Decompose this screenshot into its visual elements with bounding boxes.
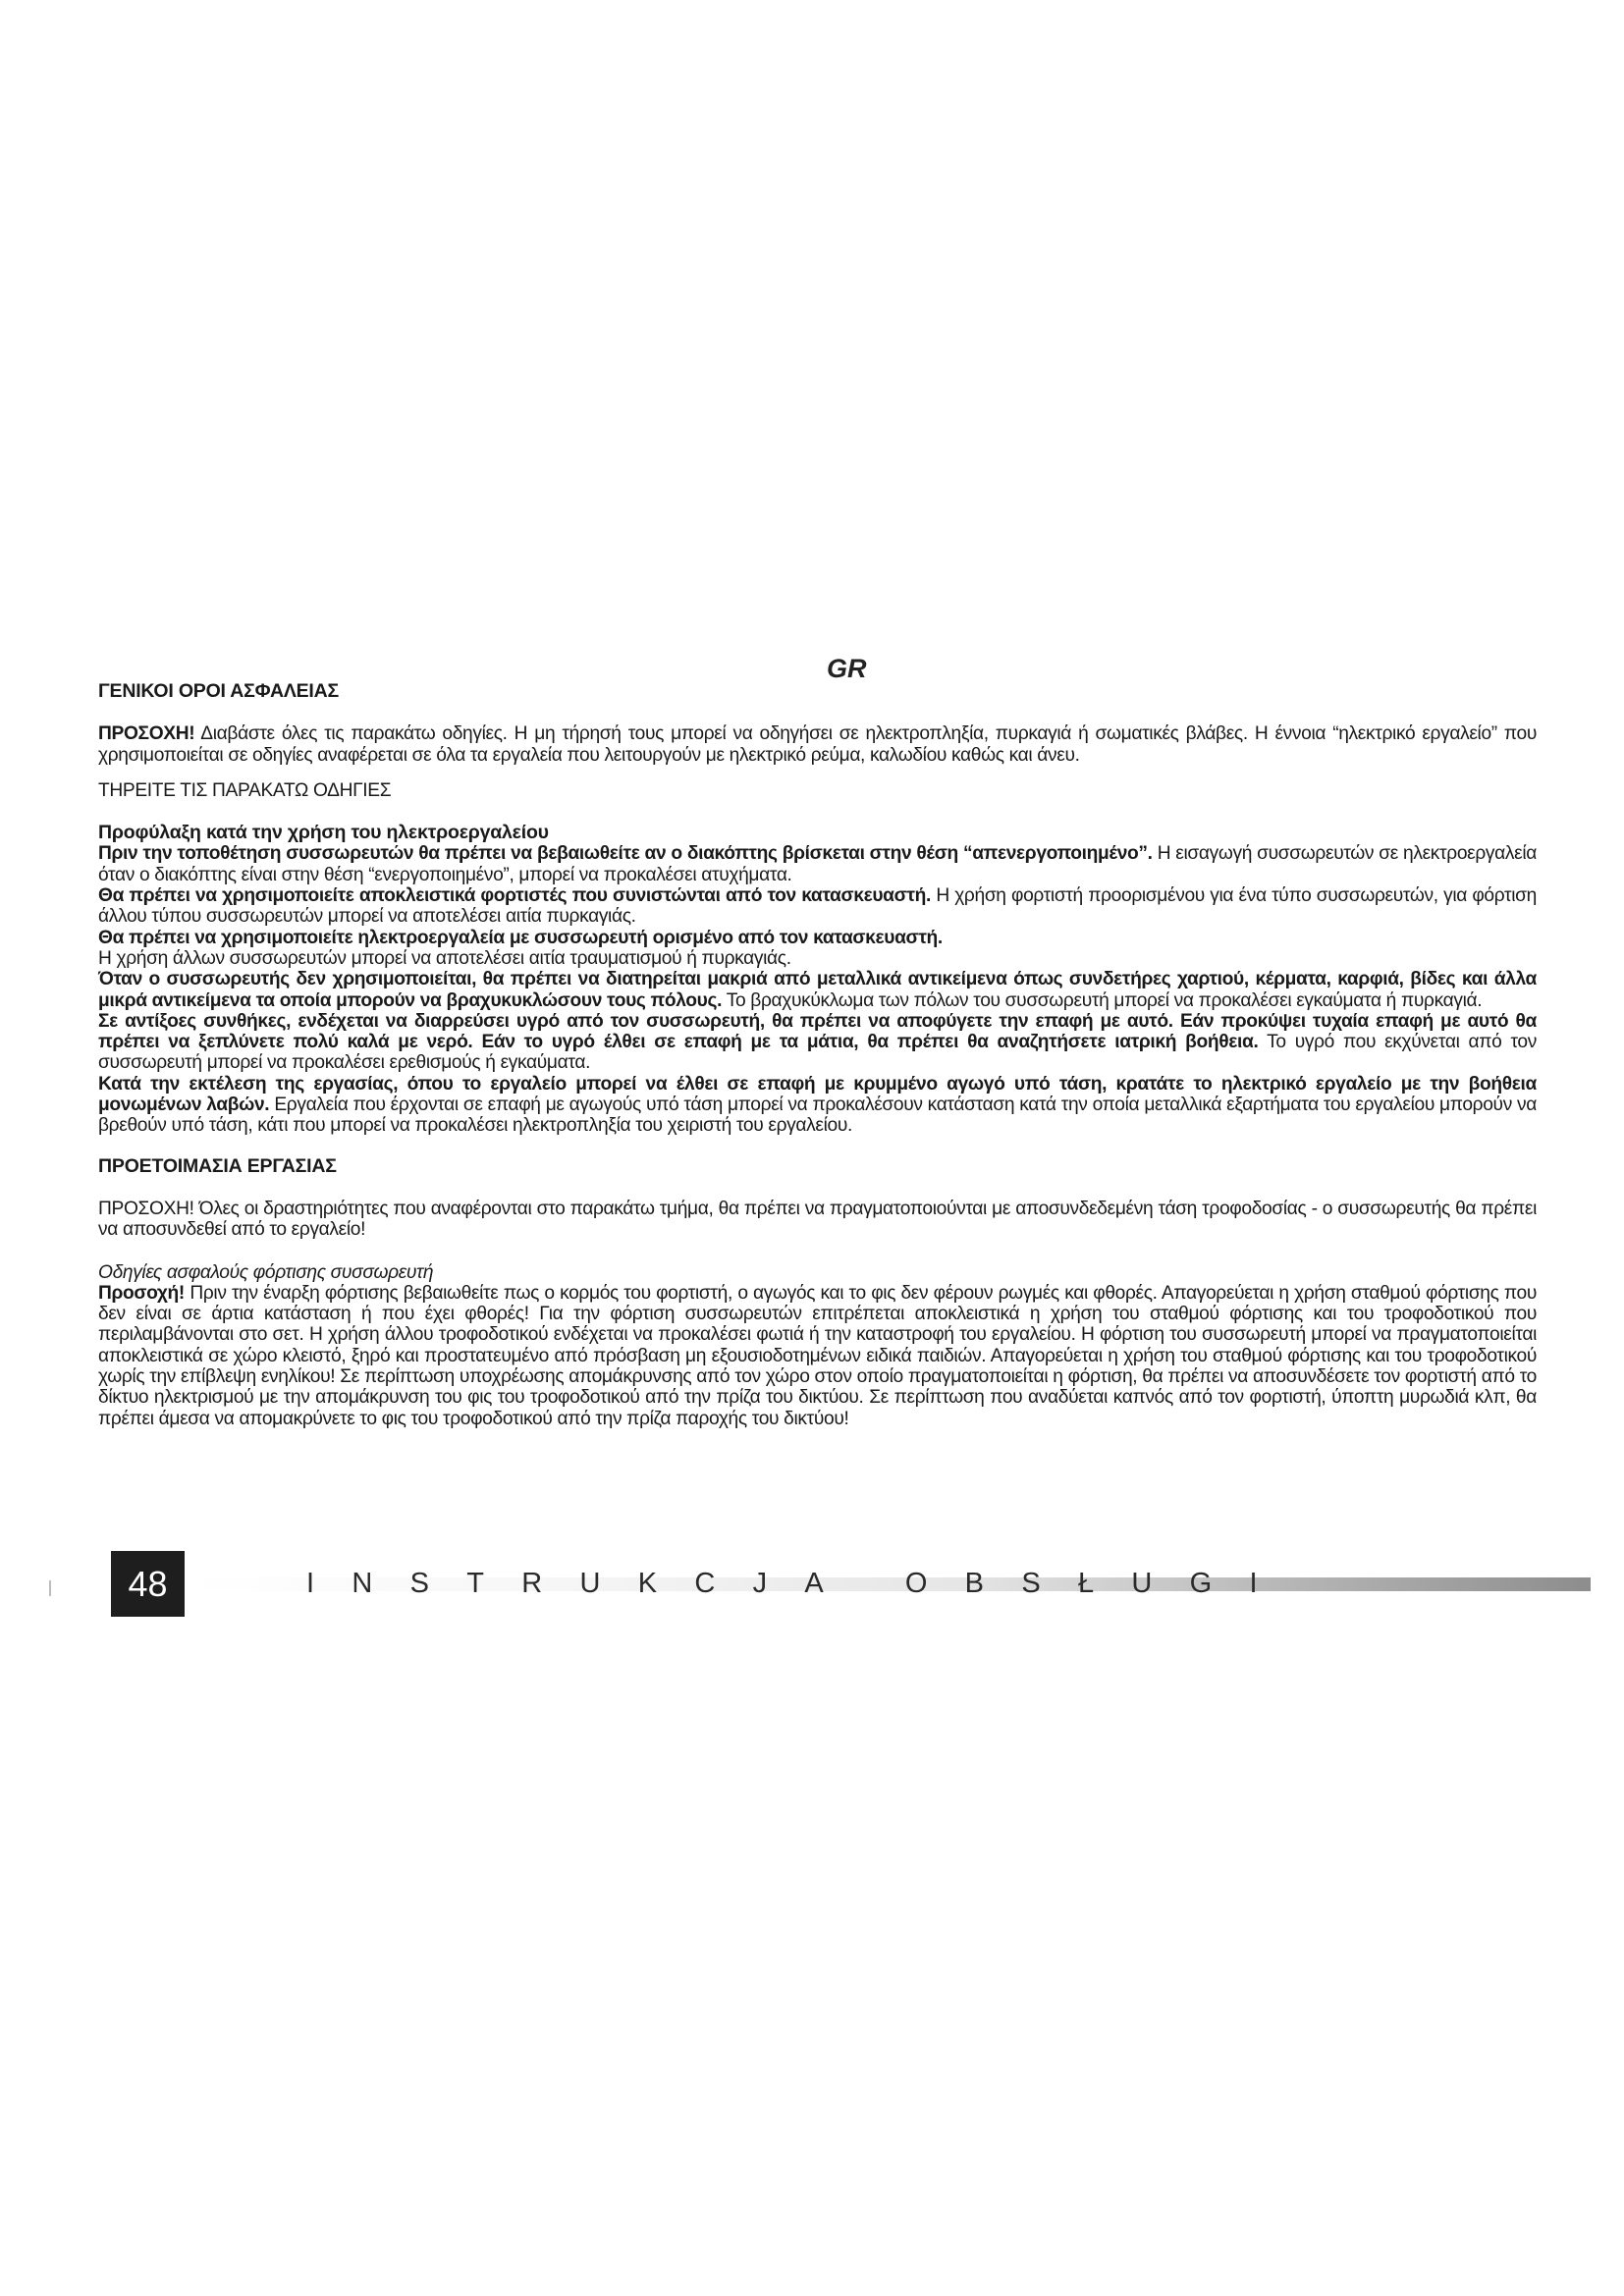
safety-content: [98, 681, 1537, 1429]
paragraph-metal-objects: [98, 969, 1537, 1011]
paragraph-designated-battery: [98, 928, 1537, 948]
paragraph-metal-objects-bold: Όταν ο συσσωρευτής δεν χρησιμοποιείται, θα πρέπει να διατηρείται μακριά από μεταλλικά αντικείμενα όπως συνδετήρες χαρτιού, κέρματα, καρφιά, βίδες και άλλα μικρά αντικείμενα τα οποία μπορούν να βραχυκυκλώσουν τους πόλους.: [98, 969, 1537, 1011]
paragraph-chargers-bold: Θα πρέπει να χρησιμοποιείτε αποκλειστικά φορτιστές που συνιστώνται από τον κατασκευαστή.: [98, 885, 931, 907]
intro-text: Διαβάστε όλες τις παρακάτω οδηγίες. Η μη τήρησή τους μπορεί να οδηγήσει σε ηλεκτροπληξία, πυρκαγιά ή σωματικές βλάβες. Η έννοια “ηλεκτρικό εργαλείο” που χρησιμοποιείται σε οδηγίες αναφέρεται σε όλα τα εργαλεία που λειτουργούν με ηλεκτρικό ρεύμα, καλωδίου καθώς και άνευ.: [98, 723, 1537, 766]
protection-heading: Προφύλαξη κατά την χρήση του ηλεκτροεργαλείου: [98, 822, 549, 844]
work-preparation-paragraph: ΠΡΟΣΟΧΗ! Όλες οι δραστηριότητες που αναφέρονται στο παρακάτω τμήμα, θα πρέπει να πραγματοποιούνται με αποσυνδεδεμένη τάση τροφοδοσίας - ο συσσωρευτής θα πρέπει να αποσυνδεθεί από το εργαλείο!: [98, 1198, 1537, 1241]
page-footer: [0, 1551, 1624, 1620]
paragraph-switch-off: [98, 843, 1537, 885]
manual-title: INSTRUKCJA OBSŁUGI: [306, 1568, 1295, 1599]
general-safety-heading: ΓΕΝΙΚΟΙ ΟΡΟΙ ΑΣΦΑΛΕΙΑΣ: [98, 680, 340, 702]
language-tag: GR: [827, 654, 867, 683]
paragraph-switch-off-bold: Πριν την τοποθέτηση συσσωρευτών θα πρέπει να βεβαιωθείτε αν ο διακόπτης βρίσκεται στην θέση “απενεργοποιημένο”.: [98, 843, 1153, 865]
paragraph-battery-liquid: [98, 1011, 1537, 1074]
charging-instructions-heading: Οδηγίες ασφαλούς φόρτισης συσσωρευτή: [98, 1261, 434, 1283]
paragraph-other-batteries: Η χρήση άλλων συσσωρευτών μπορεί να αποτελέσει αιτία τραυματισμού ή πυρκαγιάς.: [98, 947, 791, 969]
observe-instructions: ΤΗΡΕΙΤΕ ΤΙΣ ΠΑΡΑΚΑΤΩ ΟΔΗΓΙΕΣ: [98, 779, 392, 801]
charging-instructions-paragraph: [98, 1283, 1537, 1429]
paragraph-hidden-wiring-text: Εργαλεία που έρχονται σε επαφή με αγωγούς υπό τάση μπορεί να προκαλέσουν κατάσταση κατά την οποία μεταλλικά εξαρτήματα του εργαλείου μπορούν να βρεθούν υπό τάση, κάτι που μπορεί να προκαλέσει ηλεκτροπληξία του χειριστή του εργαλείου.: [98, 1095, 1538, 1137]
paragraph-metal-objects-text: Το βραχυκύκλωμα των πόλων του συσσωρευτή μπορεί να προκαλέσει εγκαύματα ή πυρκαγιά.: [722, 989, 1483, 1011]
paragraph-hidden-wiring: [98, 1074, 1537, 1137]
charging-instructions-text: Πριν την έναρξη φόρτισης βεβαιωθείτε πως ο κορμός του φορτιστή, ο αγωγός και το φις δεν φέρουν ρωγμές και φθορές. Απαγορεύεται η χρήση σταθμού φόρτισης που δεν είναι σε άρτια κατάσταση ή που έχει φθορές! Για την φόρτιση συσσωρευτών επιτρέπεται αποκλειστικά η χρήση του σταθμού φόρτισης και του τροφοδοτικού που περιλαμβάνονται στο σετ. Η χρήση άλλου τροφοδοτικού ενδέχεται να προκαλέσει φωτιά ή την καταστροφή του εργαλείου. Η φόρτιση του συσσωρευτή μπορεί να πραγματοποιείται αποκλειστικά σε χώρο κλειστό, ξηρό και προστατευμένο από πρόσβαση μη εξουσιοδοτημένων ειδικά παιδιών. Απαγορεύεται η χρήση του σταθμού φόρτισης και του τροφοδοτικού χωρίς την επίβλεψη ενηλίκου! Σε περίπτωση υποχρέωσης απομάκρυνσης από τον χώρο στον οποίο πραγματοποιείται η φόρτιση, θα πρέπει να αποσυνδέσετε τον φορτιστή από το δίκτυο ηλεκτρισμού με την απομάκρυνση του φις του τροφοδοτικού από την πρίζα του δικτύου. Σε περίπτωση που αναδύεται καπνός από τον φορτιστή, ύποπτη μυρωδιά κλπ, θα πρέπει άμεσα να απομακρύνετε το φις του τροφοδοτικού από την πρίζα παροχής του δικτύου!: [98, 1282, 1537, 1429]
paragraph-chargers-text: Η χρήση φορτιστή προορισμένου για ένα τύπο συσσωρευτών, για φόρτιση άλλου τύπου συσσωρευτών μπορεί να αποτελέσει αιτία πυρκαγιάς.: [98, 885, 1537, 928]
work-preparation-heading: ΠΡΟΕΤΟΙΜΑΣΙΑ ΕΡΓΑΣΙΑΣ: [98, 1154, 337, 1177]
intro-warning-label: ΠΡΟΣΟΧΗ!: [98, 723, 195, 745]
paragraph-designated-battery-bold: Θα πρέπει να χρησιμοποιείτε ηλεκτροεργαλεία με συσσωρευτή ορισμένο από τον κατασκευαστή.: [98, 927, 943, 948]
charging-warning-label: Προσοχή!: [98, 1282, 185, 1304]
paragraph-chargers: [98, 885, 1537, 928]
paragraph-battery-liquid-text: Το υγρό που εκχύνεται από τον συσσωρευτή μπορεί να προκαλέσει ερεθισμούς ή εγκαύματα.: [98, 1032, 1537, 1074]
paragraph-switch-off-text: Η εισαγωγή συσσωρευτών σε ηλεκτροεργαλεία όταν ο διακόπτης είναι στην θέση “ενεργοποιημένο”, μπορεί να προκαλέσει ατυχήματα.: [98, 843, 1538, 885]
page-number: 48: [111, 1551, 185, 1617]
intro-paragraph: [98, 723, 1537, 766]
page-edge-mark: [49, 1580, 51, 1596]
paragraph-hidden-wiring-bold: Κατά την εκτέλεση της εργασίας, όπου το εργαλείο μπορεί να έλθει σε επαφή με κρυμμένο αγωγό υπό τάση, κρατάτε το ηλεκτρικό εργαλείο με την βοήθεια μονωμένων λαβών.: [98, 1073, 1537, 1116]
paragraph-battery-liquid-bold: Σε αντίξοες συνθήκες, ενδέχεται να διαρρεύσει υγρό από τον συσσωρευτή, θα πρέπει να αποφύγετε την επαφή με αυτό. Εάν προκύψει τυχαία επαφή με αυτό θα πρέπει να ξεπλύνετε πολύ καλά με νερό. Εάν το υγρό έλθει σε επαφή με τα μάτια, θα πρέπει θα αναζητήσετε ιατρική βοήθεια.: [98, 1010, 1537, 1053]
